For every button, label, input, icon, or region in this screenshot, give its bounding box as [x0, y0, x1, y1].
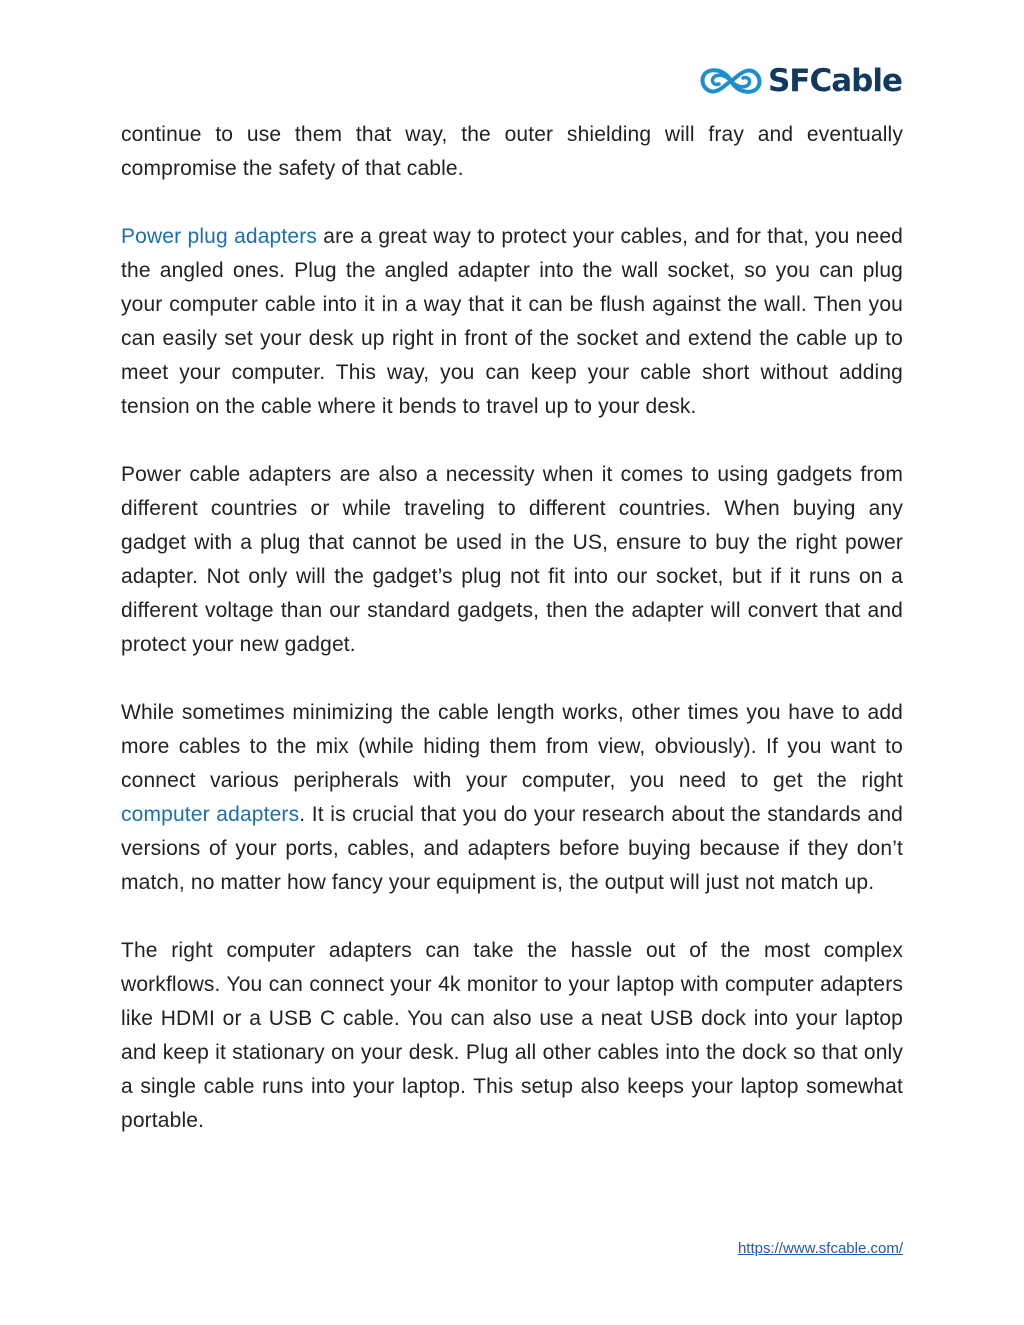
paragraph-text: Power cable adapters are also a necessity when it comes to using gadgets from different countries or while traveling to different countries. When buying any gadget with a plug that cannot be used in the US, ensure to buy the right power adapter. Not only will the gadget’s plug not fit into our socket, but if it runs on a different voltage than our standard gadgets, then the adapter will convert that and protect your new gadget.	[121, 463, 903, 656]
paragraph-4	[121, 696, 903, 900]
logo-text: SFCable	[767, 62, 902, 99]
paragraph-5	[121, 934, 903, 1138]
paragraph-text: continue to use them that way, the outer shielding will fray and eventually compromise the safety of that cable.	[121, 123, 903, 180]
paragraph-1	[121, 118, 903, 186]
paragraph-text: . It is crucial that you do your research about the standards and versions of your ports, cables, and adapters before buying because if they don’t match, no matter how fancy your equipment is, the output will just not match up.	[121, 803, 903, 894]
computer-adapters-link[interactable]: computer adapters	[121, 803, 300, 826]
footer-url-link[interactable]: https://www.sfcable.com/	[737, 1240, 903, 1257]
paragraph-2	[121, 220, 903, 424]
paragraph-text: While sometimes minimizing the cable length works, other times you have to add more cables to the mix (while hiding them from view, obviously). If you want to connect various peripherals with your computer, you need to get the right	[121, 701, 903, 792]
cable-loop-icon	[695, 61, 767, 101]
paragraph-3	[121, 458, 903, 662]
power-plug-adapters-link[interactable]: Power plug adapters	[121, 225, 317, 248]
sfcable-logo	[695, 60, 902, 102]
paragraph-text: The right computer adapters can take the hassle out of the most complex workflows. You can connect your 4k monitor to your laptop with computer adapters like HDMI or a USB C cable. You can also use a neat USB dock into your laptop and keep it stationary on your desk. Plug all other cables into the dock so that only a single cable runs into your laptop. This setup also keeps your laptop somewhat portable.	[121, 939, 903, 1132]
paragraph-text: are a great way to protect your cables, and for that, you need the angled ones. Plug the angled adapter into the wall socket, so you can plug your computer cable into it in a way that it can be flush against the wall. Then you can easily set your desk up right in front of the socket and extend the cable up to meet your computer. This way, you can keep your cable short without adding tension on the cable where it bends to travel up to your desk.	[121, 225, 903, 418]
document-body	[121, 118, 903, 1172]
